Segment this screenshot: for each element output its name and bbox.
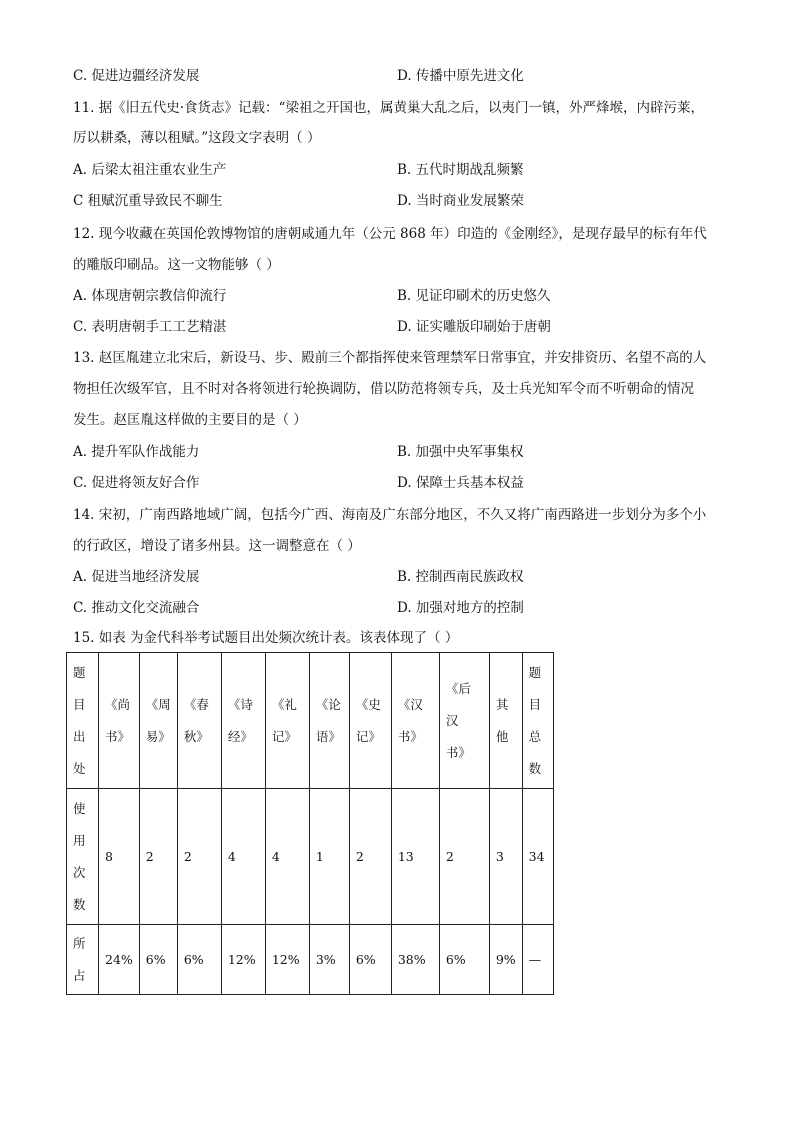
table-header-cell: 其他 xyxy=(489,653,522,789)
table-cell: 1 xyxy=(309,789,349,925)
table-cell: 4 xyxy=(265,789,309,925)
table-cell: 12% xyxy=(221,925,265,995)
q11-option-d[interactable]: D. 当时商业发展繁荣 xyxy=(397,193,524,209)
table-cell: 34 xyxy=(522,789,553,925)
table-header-cell: 《论语》 xyxy=(309,653,349,789)
q13-option-c[interactable]: C. 促进将领友好合作 xyxy=(73,475,200,491)
table-cell: 6% xyxy=(439,925,489,995)
table-row-usage xyxy=(67,789,554,925)
table-cell: 13 xyxy=(391,789,439,925)
table-cell: 使用次数 xyxy=(67,789,99,925)
q12-option-a[interactable]: A. 体现唐朝宗教信仰流行 xyxy=(73,288,227,304)
table-header-cell: 《汉书》 xyxy=(391,653,439,789)
table-cell: 2 xyxy=(439,789,489,925)
q13-option-a[interactable]: A. 提升军队作战能力 xyxy=(73,444,200,460)
table-cell: 6% xyxy=(349,925,391,995)
table-row-percent xyxy=(67,925,554,995)
table-cell: 9% xyxy=(489,925,522,995)
table-header-cell: 《尚书》 xyxy=(99,653,140,789)
table-cell: 3 xyxy=(489,789,522,925)
q10-option-c[interactable]: C. 促进边疆经济发展 xyxy=(73,68,200,84)
q10-option-d[interactable]: D. 传播中原先进文化 xyxy=(397,68,524,84)
table-header-cell: 《诗经》 xyxy=(221,653,265,789)
table-cell: 所占 xyxy=(67,925,99,995)
table-cell: — xyxy=(522,925,553,995)
q13-stem-line1: 13. 赵匡胤建立北宋后，新设马、步、殿前三个都指挥使来管理禁军日常事宜，并安排资历、名望不高的人 xyxy=(73,350,707,366)
table-header-cell: 《史记》 xyxy=(349,653,391,789)
q14-option-b[interactable]: B. 控制西南民族政权 xyxy=(397,569,524,585)
q11-stem-line2: 厉以耕桑，薄以租赋。”这段文字表明（ ） xyxy=(73,130,321,146)
q11-option-c[interactable]: C 租赋沉重导致民不聊生 xyxy=(73,193,223,209)
table-cell: 3% xyxy=(309,925,349,995)
q12-option-d[interactable]: D. 证实雕版印刷始于唐朝 xyxy=(397,319,551,335)
q11-option-b[interactable]: B. 五代时期战乱频繁 xyxy=(397,162,524,178)
table-cell: 4 xyxy=(221,789,265,925)
table-cell: 2 xyxy=(349,789,391,925)
q15-stem: 15. 如表 为金代科举考试题目出处频次统计表。该表体现了（ ） xyxy=(73,630,459,646)
table-cell: 12% xyxy=(265,925,309,995)
table-cell: 8 xyxy=(99,789,140,925)
table-cell: 2 xyxy=(177,789,221,925)
q12-stem-line2: 的雕版印刷品。这一文物能够（ ） xyxy=(73,257,280,273)
q13-stem-line3: 发生。赵匡胤这样做的主要目的是（ ） xyxy=(73,412,307,428)
table-header-row xyxy=(67,653,554,789)
table-cell: 38% xyxy=(391,925,439,995)
q12-stem-line1: 12. 现今收藏在英国伦敦博物馆的唐朝咸通九年（公元 868 年）印造的《金刚经》，是现存最早的标有年代 xyxy=(73,226,707,242)
q12-option-c[interactable]: C. 表明唐朝手工工艺精湛 xyxy=(73,319,227,335)
table-cell: 2 xyxy=(139,789,177,925)
table-header-cell: 题目总数 xyxy=(522,653,553,789)
table-header-cell: 《春秋》 xyxy=(177,653,221,789)
table-cell: 6% xyxy=(177,925,221,995)
table-header-cell: 《后汉书》 xyxy=(439,653,489,789)
q14-option-c[interactable]: C. 推动文化交流融合 xyxy=(73,600,200,616)
table-header-cell: 《周易》 xyxy=(139,653,177,789)
table-header-cell: 《礼记》 xyxy=(265,653,309,789)
q14-stem-line1: 14. 宋初，广南西路地域广阔，包括今广西、海南及广东部分地区，不久又将广南西路进一步划分为多个小 xyxy=(73,507,707,523)
table-cell: 6% xyxy=(139,925,177,995)
q11-stem-line1: 11. 据《旧五代史·食货志》记载：“梁祖之开国也，属黄巢大乱之后，以夷门一镇，外严烽堠，内辟污莱， xyxy=(73,100,704,116)
q14-option-d[interactable]: D. 加强对地方的控制 xyxy=(397,600,524,616)
q13-option-b[interactable]: B. 加强中央军事集权 xyxy=(397,444,524,460)
table-cell: 24% xyxy=(99,925,140,995)
q11-option-a[interactable]: A. 后梁太祖注重农业生产 xyxy=(73,162,227,178)
table-header-cell: 题目出处 xyxy=(67,653,99,789)
q13-stem-line2: 物担任次级军官，且不时对各将领进行轮换调防，借以防范将领专兵，及士兵光知军令而不听朝命的情况 xyxy=(73,381,694,397)
q14-option-a[interactable]: A. 促进当地经济发展 xyxy=(73,569,200,585)
q14-stem-line2: 的行政区，增设了诸多州县。这一调整意在（ ） xyxy=(73,538,361,554)
q15-frequency-table xyxy=(66,652,554,995)
q12-option-b[interactable]: B. 见证印刷术的历史悠久 xyxy=(397,288,551,304)
q13-option-d[interactable]: D. 保障士兵基本权益 xyxy=(397,475,524,491)
